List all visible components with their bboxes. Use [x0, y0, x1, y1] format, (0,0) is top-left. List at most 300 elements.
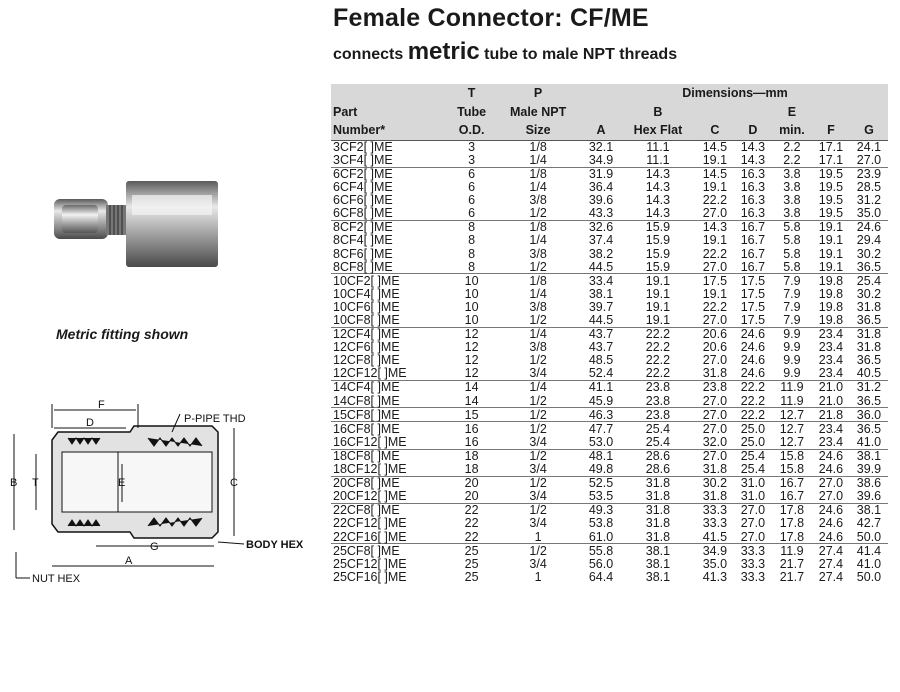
cell-d: 17.5	[734, 274, 772, 288]
cell-f: 27.4	[812, 544, 850, 558]
cell-f: 19.5	[818, 180, 844, 195]
cell-part-number: 16CF12[ ]ME	[333, 434, 407, 449]
cell-g: 36.5	[856, 313, 882, 328]
cell-e: 12.7	[772, 422, 812, 436]
cell-npt-size: 1/8	[494, 167, 582, 181]
cell-g: 42.7	[856, 516, 882, 531]
table-row	[331, 181, 888, 194]
cell-a: 39.6	[588, 193, 614, 208]
cell-e: 3.8	[783, 180, 801, 195]
cell-g: 39.9	[856, 462, 882, 477]
cell-c: 41.5	[702, 529, 728, 544]
cell-c: 17.5	[696, 274, 734, 288]
cell-npt-size: 1/8	[494, 221, 582, 235]
cell-d: 25.4	[740, 462, 766, 477]
cell-g: 36.5	[856, 353, 882, 368]
cell-npt-size: 3/8	[529, 299, 547, 314]
cell-npt-size: 1/2	[494, 408, 582, 422]
cell-tube-od: 6	[449, 167, 494, 181]
cell-a: 43.7	[582, 327, 620, 341]
hdr-c: C	[696, 121, 734, 140]
cell-b: 22.2	[645, 340, 671, 355]
cell-e: 9.9	[783, 353, 801, 368]
cell-d: 27.0	[734, 504, 772, 518]
cell-e: 12.7	[772, 408, 812, 422]
cell-b: 31.8	[620, 504, 696, 518]
cell-tube-od: 10	[449, 274, 494, 288]
cell-f: 24.6	[812, 504, 850, 518]
cell-d: 25.4	[734, 449, 772, 463]
cell-c: 27.0	[702, 313, 728, 328]
cell-part-number: 15CF8[ ]ME	[331, 408, 449, 422]
cell-f: 19.5	[818, 193, 844, 208]
cell-e: 16.7	[772, 476, 812, 490]
cell-c: 19.1	[702, 286, 728, 301]
cell-c: 20.6	[702, 340, 728, 355]
cell-part-number: 6CF6[ ]ME	[333, 193, 393, 208]
cell-d: 22.2	[740, 393, 766, 408]
label-t: T	[32, 477, 39, 489]
table-row	[331, 274, 888, 288]
cell-c: 22.2	[702, 299, 728, 314]
cell-part-number: 22CF16[ ]ME	[333, 529, 407, 544]
cell-a: 48.5	[588, 353, 614, 368]
cell-f: 19.8	[812, 274, 850, 288]
cell-a: 55.8	[582, 544, 620, 558]
hdr-number: Number*	[331, 121, 449, 140]
cell-d: 25.0	[734, 422, 772, 436]
cell-b: 19.1	[645, 299, 671, 314]
cell-d: 24.6	[740, 366, 766, 381]
cell-e: 5.8	[783, 259, 801, 274]
label-a: A	[125, 555, 133, 567]
hdr-a: A	[582, 121, 620, 140]
label-g: G	[150, 541, 159, 553]
cell-c: 20.6	[696, 327, 734, 341]
cell-b: 14.3	[645, 180, 671, 195]
cell-c: 33.3	[702, 516, 728, 531]
cell-c: 27.0	[702, 206, 728, 221]
cell-d: 27.0	[740, 516, 766, 531]
cell-part-number: 6CF4[ ]ME	[333, 180, 393, 195]
cell-tube-od: 16	[449, 422, 494, 436]
cell-tube-od: 3	[468, 139, 476, 154]
cell-f: 19.1	[818, 259, 844, 274]
table-row	[331, 476, 888, 490]
cell-npt-size: 3/4	[529, 462, 547, 477]
cell-npt-size: 1/2	[529, 353, 547, 368]
cell-tube-od: 12	[464, 353, 479, 368]
cell-e: 2.2	[783, 152, 801, 167]
hdr-blank-a	[582, 103, 620, 122]
cell-f: 21.0	[812, 381, 850, 395]
cell-part-number: 8CF6[ ]ME	[333, 246, 393, 261]
cell-e: 7.9	[783, 299, 801, 314]
cell-npt-size: 3/4	[529, 434, 547, 449]
cell-b: 19.1	[645, 286, 671, 301]
table-row	[331, 327, 888, 341]
cell-b: 23.8	[645, 393, 671, 408]
cell-e: 3.8	[783, 193, 801, 208]
cell-npt-size: 3/8	[529, 193, 547, 208]
cell-d: 16.3	[740, 180, 766, 195]
cell-a: 33.4	[582, 274, 620, 288]
cell-b: 14.3	[645, 193, 671, 208]
label-b: B	[10, 477, 18, 489]
cell-e: 9.9	[783, 366, 801, 381]
table-row	[331, 301, 888, 314]
cell-tube-od: 22	[464, 529, 479, 544]
hdr-size: Size	[494, 121, 582, 140]
cell-b: 25.4	[620, 422, 696, 436]
cell-g: 24.1	[856, 139, 882, 154]
cell-b: 15.9	[645, 246, 671, 261]
cell-c: 14.5	[702, 139, 728, 154]
table-row	[331, 167, 888, 181]
cell-g: 38.1	[850, 504, 888, 518]
cell-d: 16.3	[740, 206, 766, 221]
cell-tube-od: 6	[468, 180, 476, 195]
cell-c: 23.8	[696, 381, 734, 395]
table-row	[331, 436, 888, 450]
cell-part-number: 10CF6[ ]ME	[333, 299, 400, 314]
cell-e: 5.8	[772, 221, 812, 235]
cell-b: 14.3	[620, 167, 696, 181]
cell-part-number: 22CF8[ ]ME	[331, 504, 449, 518]
cell-part-number: 8CF8[ ]ME	[333, 259, 393, 274]
table-row	[331, 490, 888, 504]
cell-d: 17.5	[740, 299, 766, 314]
cell-g: 39.6	[856, 489, 882, 504]
table-row	[331, 381, 888, 395]
cell-d: 17.5	[740, 313, 766, 328]
cell-b: 19.1	[645, 313, 671, 328]
cell-g: 35.0	[856, 206, 882, 221]
table-row	[331, 367, 888, 381]
subtitle-emphasis: metric	[407, 38, 480, 65]
cell-part-number: 8CF2[ ]ME	[331, 221, 449, 235]
cell-a: 31.9	[582, 167, 620, 181]
cell-e: 5.8	[783, 246, 801, 261]
cell-part-number: 18CF8[ ]ME	[331, 449, 449, 463]
cell-part-number: 6CF8[ ]ME	[333, 206, 393, 221]
hdr-male-npt: Male NPT	[494, 103, 582, 122]
cell-npt-size: 1/4	[494, 381, 582, 395]
table-row	[331, 247, 888, 260]
cell-f: 19.1	[818, 233, 844, 248]
cell-tube-od: 6	[468, 193, 476, 208]
cell-e: 2.2	[783, 139, 801, 154]
cell-e: 7.9	[772, 274, 812, 288]
cell-b: 38.1	[645, 569, 671, 584]
cell-g: 36.5	[856, 259, 882, 274]
hdr-t: T	[449, 84, 494, 103]
cell-e: 17.8	[772, 504, 812, 518]
cell-npt-size: 1	[534, 569, 542, 584]
table-row	[331, 557, 888, 570]
cell-npt-size: 1/2	[494, 504, 582, 518]
cell-a: 36.4	[588, 180, 614, 195]
cell-e: 15.8	[772, 449, 812, 463]
cell-c: 33.3	[696, 504, 734, 518]
cell-a: 37.4	[588, 233, 614, 248]
cell-tube-od: 6	[468, 206, 476, 221]
cell-npt-size: 1/2	[494, 449, 582, 463]
cell-b: 31.8	[645, 529, 671, 544]
cell-g: 36.5	[850, 422, 888, 436]
cell-a: 56.0	[588, 556, 614, 571]
cell-npt-size: 1/4	[529, 233, 547, 248]
cell-d: 27.0	[740, 529, 766, 544]
cell-npt-size: 1/2	[529, 206, 547, 221]
cell-part-number: 10CF4[ ]ME	[333, 286, 400, 301]
cell-part-number: 14CF8[ ]ME	[333, 393, 400, 408]
cell-tube-od: 8	[468, 246, 476, 261]
cell-part-number: 6CF2[ ]ME	[331, 167, 449, 181]
cell-f: 27.4	[818, 569, 844, 584]
label-d: D	[86, 417, 94, 429]
cell-a: 34.9	[588, 152, 614, 167]
cell-npt-size: 1/8	[529, 139, 547, 154]
cell-a: 53.8	[588, 516, 614, 531]
cell-tube-od: 12	[464, 340, 479, 355]
cell-f: 23.4	[818, 340, 844, 355]
cell-e: 3.8	[772, 167, 812, 181]
table-row	[331, 530, 888, 544]
cell-c: 22.2	[702, 246, 728, 261]
cell-g: 30.2	[856, 286, 882, 301]
cell-d: 14.3	[740, 139, 766, 154]
hdr-od: O.D.	[449, 121, 494, 140]
cell-part-number: 20CF12[ ]ME	[333, 489, 407, 504]
cell-f: 23.4	[818, 434, 844, 449]
cell-e: 11.9	[772, 544, 812, 558]
table-row	[331, 408, 888, 422]
cell-part-number: 8CF4[ ]ME	[333, 233, 393, 248]
cell-f: 19.1	[812, 221, 850, 235]
cell-b: 28.6	[645, 462, 671, 477]
cell-tube-od: 25	[449, 544, 494, 558]
cell-a: 64.4	[588, 569, 614, 584]
hdr-blank	[331, 84, 449, 103]
cell-npt-size: 1/2	[529, 313, 547, 328]
cell-d: 31.0	[740, 489, 766, 504]
cell-part-number: 25CF12[ ]ME	[333, 556, 407, 571]
cell-b: 15.9	[645, 259, 671, 274]
cell-g: 30.2	[856, 246, 882, 261]
cell-c: 30.2	[696, 476, 734, 490]
table-row	[331, 544, 888, 558]
cell-part-number: 18CF12[ ]ME	[333, 462, 407, 477]
cell-a: 38.2	[588, 246, 614, 261]
label-e: E	[118, 477, 126, 489]
table-row	[331, 571, 888, 584]
hdr-d: D	[734, 121, 772, 140]
cell-g: 31.8	[850, 327, 888, 341]
cell-part-number: 22CF12[ ]ME	[333, 516, 407, 531]
cell-a: 52.4	[588, 366, 614, 381]
cell-g: 50.0	[856, 529, 882, 544]
page-subtitle	[333, 38, 677, 66]
table-row	[331, 154, 888, 168]
cell-d: 25.0	[740, 434, 766, 449]
cell-g: 23.9	[850, 167, 888, 181]
cell-a: 48.1	[582, 449, 620, 463]
cell-a: 49.8	[588, 462, 614, 477]
cell-g: 50.0	[856, 569, 882, 584]
cell-c: 27.0	[696, 449, 734, 463]
photo-caption: Metric fitting shown	[56, 326, 189, 342]
cell-f: 27.0	[818, 489, 844, 504]
cell-g: 36.0	[850, 408, 888, 422]
cell-f: 24.6	[818, 529, 844, 544]
cell-b: 31.8	[645, 516, 671, 531]
cell-b: 22.2	[645, 353, 671, 368]
cell-e: 12.7	[779, 434, 805, 449]
cell-c: 31.8	[702, 462, 728, 477]
cell-c: 31.8	[702, 366, 728, 381]
cell-a: 41.1	[582, 381, 620, 395]
cell-f: 21.0	[818, 393, 844, 408]
cell-npt-size: 3/4	[529, 516, 547, 531]
cell-g: 31.2	[850, 381, 888, 395]
cell-a: 61.0	[588, 529, 614, 544]
cell-e: 15.8	[779, 462, 805, 477]
cell-tube-od: 15	[449, 408, 494, 422]
dimension-diagram	[0, 392, 320, 592]
cell-g: 41.4	[850, 544, 888, 558]
cell-tube-od: 10	[464, 286, 479, 301]
cell-npt-size: 1/8	[494, 274, 582, 288]
cell-c: 27.0	[702, 393, 728, 408]
table-row	[331, 234, 888, 247]
cell-f: 24.6	[818, 516, 844, 531]
cell-b: 22.2	[645, 366, 671, 381]
table-row	[331, 504, 888, 518]
cell-a: 53.0	[588, 434, 614, 449]
cell-b: 15.9	[620, 221, 696, 235]
cell-a: 32.1	[588, 139, 614, 154]
cell-b: 15.9	[645, 233, 671, 248]
cell-a: 46.3	[582, 408, 620, 422]
table-row	[331, 221, 888, 235]
cell-part-number: 16CF8[ ]ME	[331, 422, 449, 436]
cell-b: 31.8	[645, 489, 671, 504]
cell-npt-size: 1	[534, 529, 542, 544]
cell-e: 7.9	[783, 286, 801, 301]
cell-f: 17.1	[818, 152, 844, 167]
cell-b: 28.6	[620, 449, 696, 463]
cell-d: 22.2	[734, 408, 772, 422]
cell-a: 53.5	[588, 489, 614, 504]
table-row	[331, 341, 888, 354]
label-c: C	[230, 477, 238, 489]
cell-npt-size: 1/2	[529, 259, 547, 274]
table-row	[331, 314, 888, 328]
cell-a: 32.6	[582, 221, 620, 235]
cell-c: 14.3	[696, 221, 734, 235]
hdr-b: B	[620, 103, 696, 122]
cell-part-number: 3CF2[ ]ME	[333, 139, 393, 154]
label-f: F	[98, 399, 105, 411]
cell-d: 22.2	[734, 381, 772, 395]
cell-npt-size: 3/4	[529, 366, 547, 381]
cell-part-number: 12CF8[ ]ME	[333, 353, 400, 368]
cell-b: 11.1	[646, 152, 670, 167]
cell-tube-od: 14	[464, 393, 479, 408]
cell-d: 16.7	[740, 246, 766, 261]
cell-c: 14.5	[696, 167, 734, 181]
cell-g: 41.0	[856, 434, 882, 449]
cell-f: 19.5	[812, 167, 850, 181]
cell-b: 38.1	[620, 544, 696, 558]
cell-d: 16.7	[740, 233, 766, 248]
cell-f: 21.8	[812, 408, 850, 422]
cell-tube-od: 12	[449, 327, 494, 341]
cell-f: 17.1	[818, 139, 844, 154]
cell-b: 14.3	[645, 206, 671, 221]
cell-part-number: 20CF8[ ]ME	[331, 476, 449, 490]
cell-a: 44.5	[588, 259, 614, 274]
cell-part-number: 3CF4[ ]ME	[333, 152, 393, 167]
cell-b: 25.4	[645, 434, 671, 449]
cell-tube-od: 20	[449, 476, 494, 490]
cell-tube-od: 22	[464, 516, 479, 531]
cell-tube-od: 22	[449, 504, 494, 518]
cell-npt-size: 1/4	[529, 286, 547, 301]
table-row	[331, 260, 888, 274]
cell-f: 24.6	[812, 449, 850, 463]
cell-tube-od: 20	[464, 489, 479, 504]
cell-tube-od: 14	[449, 381, 494, 395]
cell-d: 33.3	[740, 569, 766, 584]
cell-part-number: 10CF2[ ]ME	[331, 274, 449, 288]
cell-d: 24.6	[740, 340, 766, 355]
cell-tube-od: 8	[449, 221, 494, 235]
cell-a: 47.7	[582, 422, 620, 436]
cell-c: 27.0	[696, 422, 734, 436]
table-row	[331, 194, 888, 207]
cell-b: 22.2	[620, 327, 696, 341]
cell-c: 32.0	[702, 434, 728, 449]
table-row	[331, 394, 888, 408]
cell-e: 21.7	[779, 569, 805, 584]
cell-g: 31.8	[856, 340, 882, 355]
cell-npt-size: 1/4	[494, 327, 582, 341]
cell-f: 19.1	[818, 246, 844, 261]
cell-c: 19.1	[702, 152, 728, 167]
cell-e: 21.7	[779, 556, 805, 571]
hdr-tube: Tube	[449, 103, 494, 122]
hdr-p: P	[494, 84, 582, 103]
cell-npt-size: 3/8	[529, 340, 547, 355]
cell-npt-size: 1/2	[494, 476, 582, 490]
cell-part-number: 25CF16[ ]ME	[333, 569, 407, 584]
table-row	[331, 288, 888, 301]
cell-g: 25.4	[850, 274, 888, 288]
cell-c: 35.0	[702, 556, 728, 571]
cell-a: 43.7	[588, 340, 614, 355]
cell-d: 33.3	[734, 544, 772, 558]
cell-npt-size: 1/2	[494, 544, 582, 558]
cell-b: 11.1	[646, 139, 670, 154]
cell-g: 31.2	[856, 193, 882, 208]
table-row	[331, 463, 888, 477]
cell-g: 36.5	[856, 393, 882, 408]
cell-g: 31.8	[856, 299, 882, 314]
cell-tube-od: 25	[464, 556, 479, 571]
hdr-blank-g	[850, 103, 888, 122]
